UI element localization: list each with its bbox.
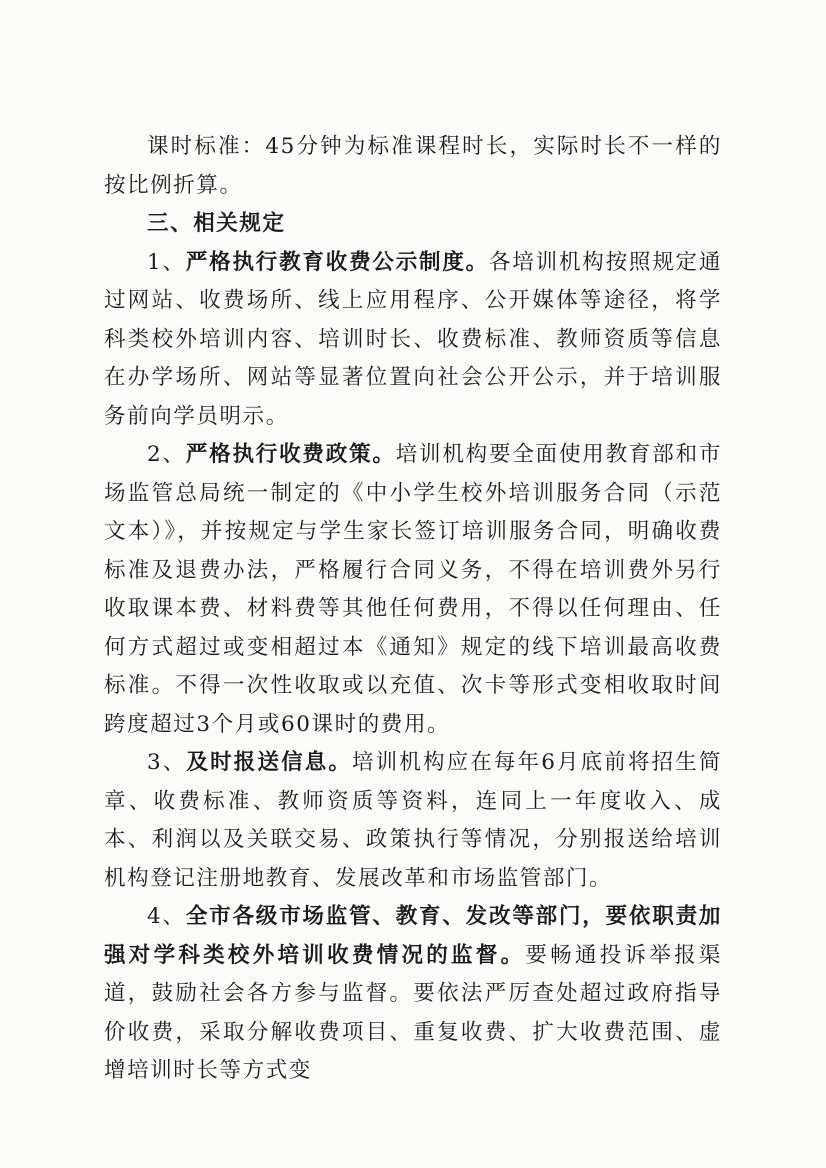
paragraph-class-hour-standard: 课时标准：45分钟为标准课程时长，实际时长不一样的按比例折算。 bbox=[104, 134, 722, 198]
rule-text: 培训机构要全面使用教育部和市场监管总局统一制定的《中小学生校外培训服务合同（示范文本）》，并按规定与学生家长签订培训服务合同，明确收费标准及退费办法，严格履行合同义务，不得在培训费外另行收取课本费、材料费等其他任何费用，不得以任何理由、任何方式超过或变相超过本《通知》规定的线下培训最高收费标准。不得一次性收取或以充值、次卡等形式变相收取时间跨度超过3个月或60课时的费用。 bbox=[104, 442, 722, 737]
paragraph-rule-2 bbox=[104, 436, 722, 744]
rule-number: 3、 bbox=[147, 750, 187, 775]
paragraph-rule-4 bbox=[104, 898, 722, 1091]
rule-number: 2、 bbox=[147, 442, 186, 467]
section-heading: 三、相关规定 bbox=[147, 211, 286, 236]
rule-lead: 严格执行收费政策。 bbox=[185, 442, 396, 467]
rule-number: 1、 bbox=[147, 249, 186, 275]
paragraph-rule-1 bbox=[104, 244, 722, 437]
rule-lead: 严格执行教育收费公示制度。 bbox=[185, 249, 489, 275]
rule-text: 各培训机构按照规定通过网站、收费场所、线上应用程序、公开媒体等途径，将学科类校外培训内容、培训时长、收费标准、教师资质等信息在办学场所、网站等显著位置向社会公开公示，并于培训服务前向学员明示。 bbox=[104, 249, 722, 429]
rule-lead: 及时报送信息。 bbox=[186, 750, 353, 775]
rule-text: 要畅通投诉举报渠道，鼓励社会各方参与监督。要依法严厉查处超过政府指导价收费，采取分解收费项目、重复收费、扩大收费范围、虚增培训时长等方式变 bbox=[104, 942, 722, 1083]
rule-number: 4、 bbox=[147, 904, 186, 929]
paragraph-rule-3 bbox=[104, 744, 722, 898]
rule-text: 培训机构应在每年6月底前将招生简章、收费标准、教师资质等资料，连同上一年度收入、成本、利润以及关联交易、政策执行等情况，分别报送给培训机构登记注册地教育、发展改革和市场监管部门。 bbox=[104, 750, 722, 891]
rule-lead: 全市各级市场监管、教育、发改等部门，要依职责加强对学科类校外培训收费情况的监督。 bbox=[104, 904, 722, 968]
